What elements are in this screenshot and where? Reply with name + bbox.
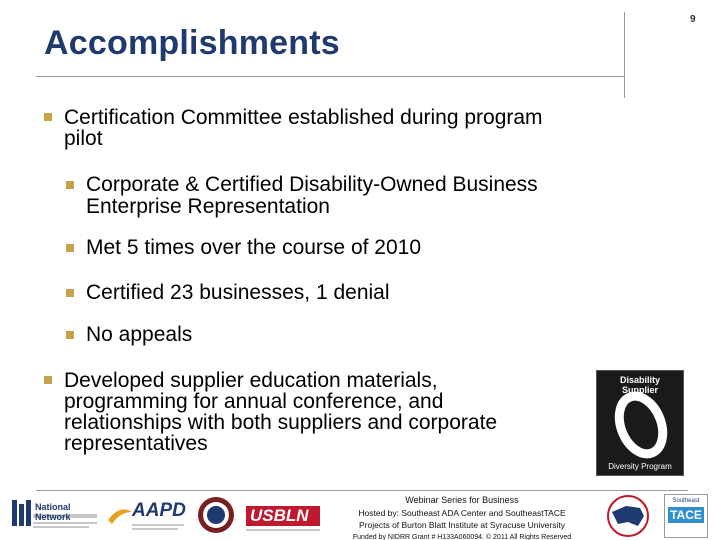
national-network-logo: National Network <box>10 496 100 536</box>
bullet-text: Developed supplier education materials, programming for annual conference, and relationships with both suppliers and corporate representatives <box>64 369 498 455</box>
square-bullet-icon <box>66 181 74 189</box>
badge-top-text: Disability Supplier <box>619 375 660 395</box>
southeast-tace-logo: Southeast TACE <box>664 494 708 538</box>
subbullet-meetings <box>66 237 626 259</box>
aapd-logo: AAPD <box>106 498 188 536</box>
title-vertical-divider <box>624 12 625 98</box>
footer-divider <box>36 490 688 491</box>
badge-bottom-text: Diversity Program <box>608 462 672 471</box>
disability-supplier-badge <box>596 370 684 476</box>
bullet-text: Corporate & Certified Disability-Owned Business Enterprise Representation <box>86 173 538 218</box>
bullet-supplier-education <box>44 370 584 454</box>
square-bullet-icon <box>44 113 52 121</box>
bullet-text: No appeals <box>86 323 193 346</box>
bullet-text: Certification Committee established during program pilot <box>64 106 543 150</box>
page-number: 9 <box>690 14 696 25</box>
southeast-map-logo <box>598 494 658 538</box>
square-bullet-icon <box>66 244 74 252</box>
title-divider <box>36 76 624 77</box>
square-bullet-icon <box>66 331 74 339</box>
usbln-logo: USBLN <box>244 496 322 536</box>
bullet-text: Met 5 times over the course of 2010 <box>86 236 422 259</box>
square-bullet-icon <box>44 376 52 384</box>
footer-text: Webinar Series for Business Hosted by: Southeast ADA Center and SoutheastTACE Projects of Burton Blatt Institute at Syracuse University Funded by NIDRR Grant # H133A060094. © 2011 All Rights Reserved <box>352 495 572 540</box>
bullet-certification-committee <box>44 107 624 149</box>
subbullet-representation <box>66 174 626 218</box>
seal-logo <box>196 494 236 536</box>
subbullet-certified <box>66 282 626 304</box>
slide-title: Accomplishments <box>44 24 340 62</box>
subbullet-appeals <box>66 324 626 346</box>
bullet-text: Certified 23 businesses, 1 denial <box>86 281 390 304</box>
square-bullet-icon <box>66 289 74 297</box>
